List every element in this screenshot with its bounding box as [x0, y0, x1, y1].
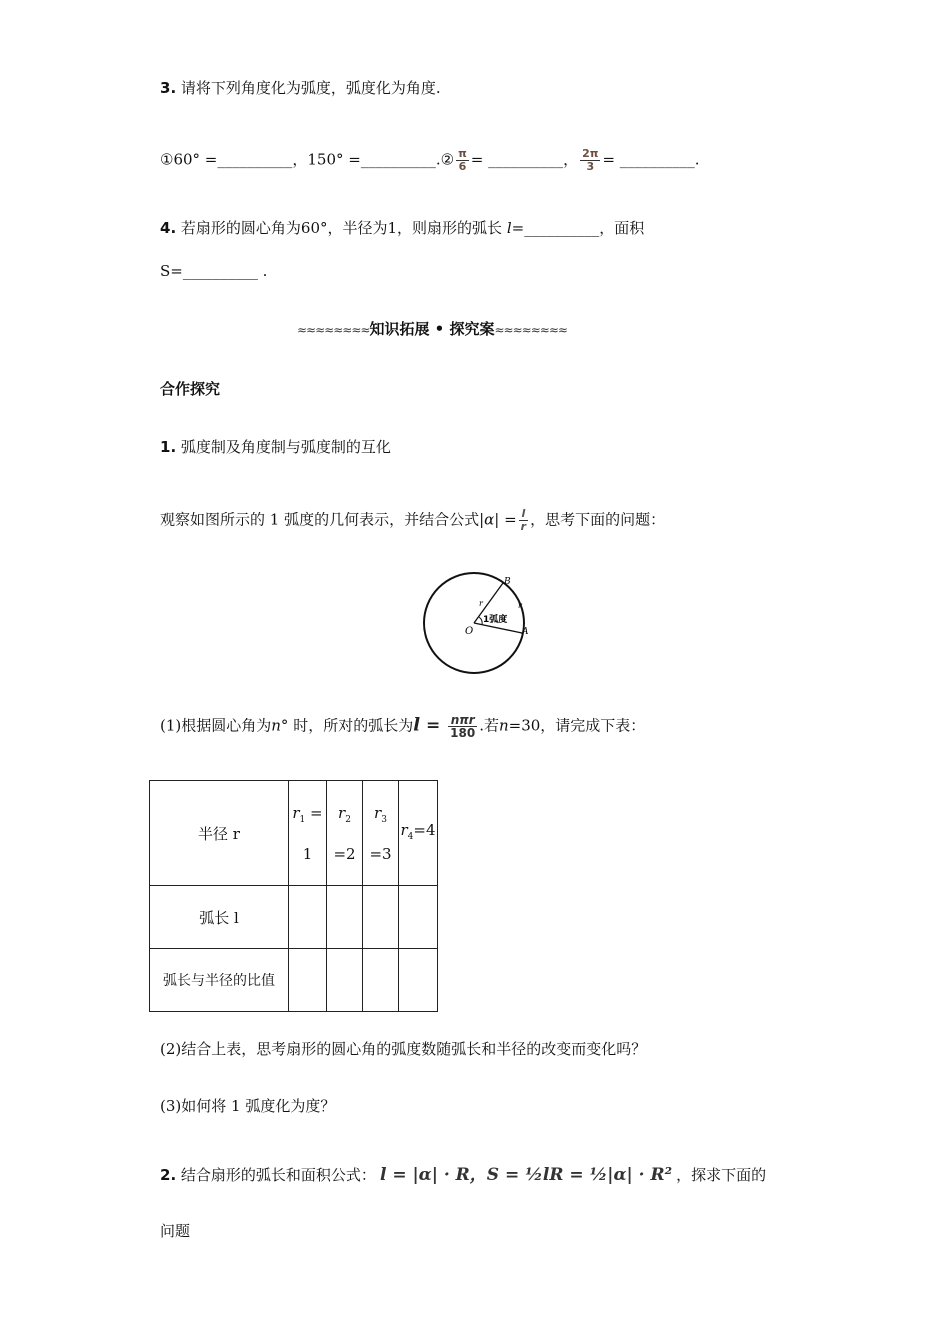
table-cell-empty[interactable] — [327, 886, 363, 949]
label-o: O — [465, 626, 474, 637]
fraction-pi-6 — [456, 148, 469, 173]
section-title: 知识拓展 • 探究案 — [369, 320, 495, 338]
table-row — [150, 886, 438, 949]
label-a: A — [522, 627, 529, 637]
q1-text-a: (1)根据圆心角为 — [160, 716, 272, 735]
r2-value: =2 — [333, 844, 356, 863]
table-cell-r1 — [289, 781, 327, 886]
p1-text: 弧度制及角度制与弧度制的互化 — [180, 438, 391, 456]
table-cell-text: 弧长与半径的比值 — [163, 973, 275, 989]
r2-subscript: 2 — [345, 814, 351, 825]
fraction-denominator: r — [520, 520, 527, 533]
p2-number-sep: . — [170, 1166, 177, 1184]
r1-symbol: r — [292, 803, 300, 822]
q3b-line: (3)如何将 1 弧度化为度？ — [160, 1097, 336, 1115]
cooperative-inquiry-heading: 合作探究 — [160, 380, 221, 398]
fraction-numerator: nπr — [448, 714, 477, 727]
fraction-denominator: 180 — [450, 726, 476, 740]
q1-text-c: .若 — [479, 716, 499, 735]
q3-line — [160, 78, 441, 98]
table-row — [150, 781, 438, 886]
q4-line-2 — [160, 261, 267, 281]
table-cell-text: 半径 r — [198, 824, 240, 843]
q2-line: (2)结合上表，思考扇形的圆心角的弧度数随弧长和半径的改变而变化吗？ — [160, 1040, 647, 1058]
arc-length-formula-l: l — [413, 714, 421, 736]
arc-length-formula-eq: = — [420, 715, 447, 736]
r2-symbol: r — [338, 803, 346, 822]
label-1-radian: 1弧度 — [483, 615, 508, 625]
r1-eq: = — [305, 803, 323, 822]
q3-number-sep: . — [170, 79, 177, 97]
r4-symbol: r — [400, 820, 408, 839]
q1-text-b: ° 时，所对的弧长为 — [280, 716, 414, 735]
fraction-numerator: 2π — [582, 147, 599, 160]
section-wave-left: ≈≈≈≈≈≈≈≈ — [297, 323, 370, 337]
q4-number: 4 — [160, 219, 171, 237]
label-b: B — [504, 577, 511, 587]
q3-answers-line — [160, 148, 700, 173]
r1-value: 1 — [302, 844, 313, 863]
section-wave-right: ≈≈≈≈≈≈≈≈ — [494, 323, 567, 337]
r3-symbol: r — [374, 803, 382, 822]
table-cell-empty[interactable] — [363, 886, 399, 949]
fraction-2pi-3 — [580, 148, 600, 173]
p2-line — [160, 1165, 766, 1185]
p1-number: 1 — [160, 438, 171, 456]
fraction-numerator: l — [519, 508, 528, 521]
observe-text-b: | = — [494, 510, 517, 529]
fraction-l-r — [519, 508, 528, 533]
q1-line — [160, 714, 645, 739]
label-r-ob: r — [479, 599, 483, 608]
r1-subscript: 1 — [299, 814, 306, 825]
q4-line — [160, 218, 644, 238]
table-cell-text: 弧长 l — [199, 908, 239, 927]
radian-circle-figure — [415, 570, 545, 678]
fraction-denominator: 6 — [458, 160, 467, 173]
p1-number-sep: . — [170, 438, 177, 456]
r3-value: =3 — [369, 844, 392, 863]
q1-text-d: =30，请完成下表： — [508, 716, 646, 735]
p1-line — [160, 437, 391, 457]
r4-subscript: 4 — [407, 831, 414, 842]
table-cell-empty[interactable] — [363, 949, 399, 1012]
table-cell-r3 — [363, 781, 399, 886]
q4-text-b: =__________，面积 — [511, 219, 645, 237]
p2-line-2: 问题 — [160, 1222, 191, 1240]
label-r-arc: r — [518, 601, 522, 610]
q1-var-n: n — [271, 716, 281, 735]
q4-number-sep: . — [170, 219, 177, 237]
q4-var-l: l — [506, 219, 512, 237]
table-header-arc-length — [150, 886, 289, 949]
fraction-denominator: 3 — [586, 160, 595, 173]
arc-radius-table — [149, 780, 438, 1012]
p2-number: 2 — [160, 1166, 171, 1184]
p2-text-a: 结合扇形的弧长和面积公式： — [180, 1166, 376, 1184]
q3-number: 3 — [160, 79, 171, 97]
table-header-ratio — [150, 949, 289, 1012]
table-cell-empty[interactable] — [327, 949, 363, 1012]
fraction-numerator: π — [458, 147, 467, 160]
q4-text-a: 若扇形的圆心角为60°，半径为1，则扇形的弧长 — [180, 219, 507, 237]
table-cell-empty[interactable] — [399, 886, 438, 949]
observe-line — [160, 508, 665, 533]
q3-part3: = __________. — [602, 150, 700, 169]
observe-text-a: 观察如图所示的 1 弧度的几何表示，并结合公式| — [160, 510, 485, 529]
observe-alpha: α — [484, 510, 495, 529]
table-cell-empty[interactable] — [399, 949, 438, 1012]
r4-value: =4 — [413, 820, 436, 839]
table-cell-r4 — [399, 781, 438, 886]
observe-text-c: ，思考下面的问题： — [530, 510, 666, 529]
q1-var-n2: n — [498, 716, 509, 735]
table-cell-r2 — [327, 781, 363, 886]
table-header-radius — [150, 781, 289, 886]
section-header — [297, 319, 567, 340]
table-cell-empty[interactable] — [289, 949, 327, 1012]
table-cell-empty[interactable] — [289, 886, 327, 949]
q4-text-c: S=__________ . — [160, 262, 268, 280]
q3-part1: ①60° =__________，150° =__________.② — [160, 150, 455, 169]
arc-length-fraction — [448, 714, 477, 739]
p2-text-b: ，探求下面的 — [676, 1166, 767, 1184]
q3-text: 请将下列角度化为弧度，弧度化为角度. — [180, 79, 441, 97]
r3-subscript: 3 — [381, 814, 387, 825]
table-row — [150, 949, 438, 1012]
sector-formula: l = |α| · R，S = ½lR = ½|α| · R² — [379, 1165, 673, 1185]
q3-part2: = __________， — [470, 150, 579, 169]
